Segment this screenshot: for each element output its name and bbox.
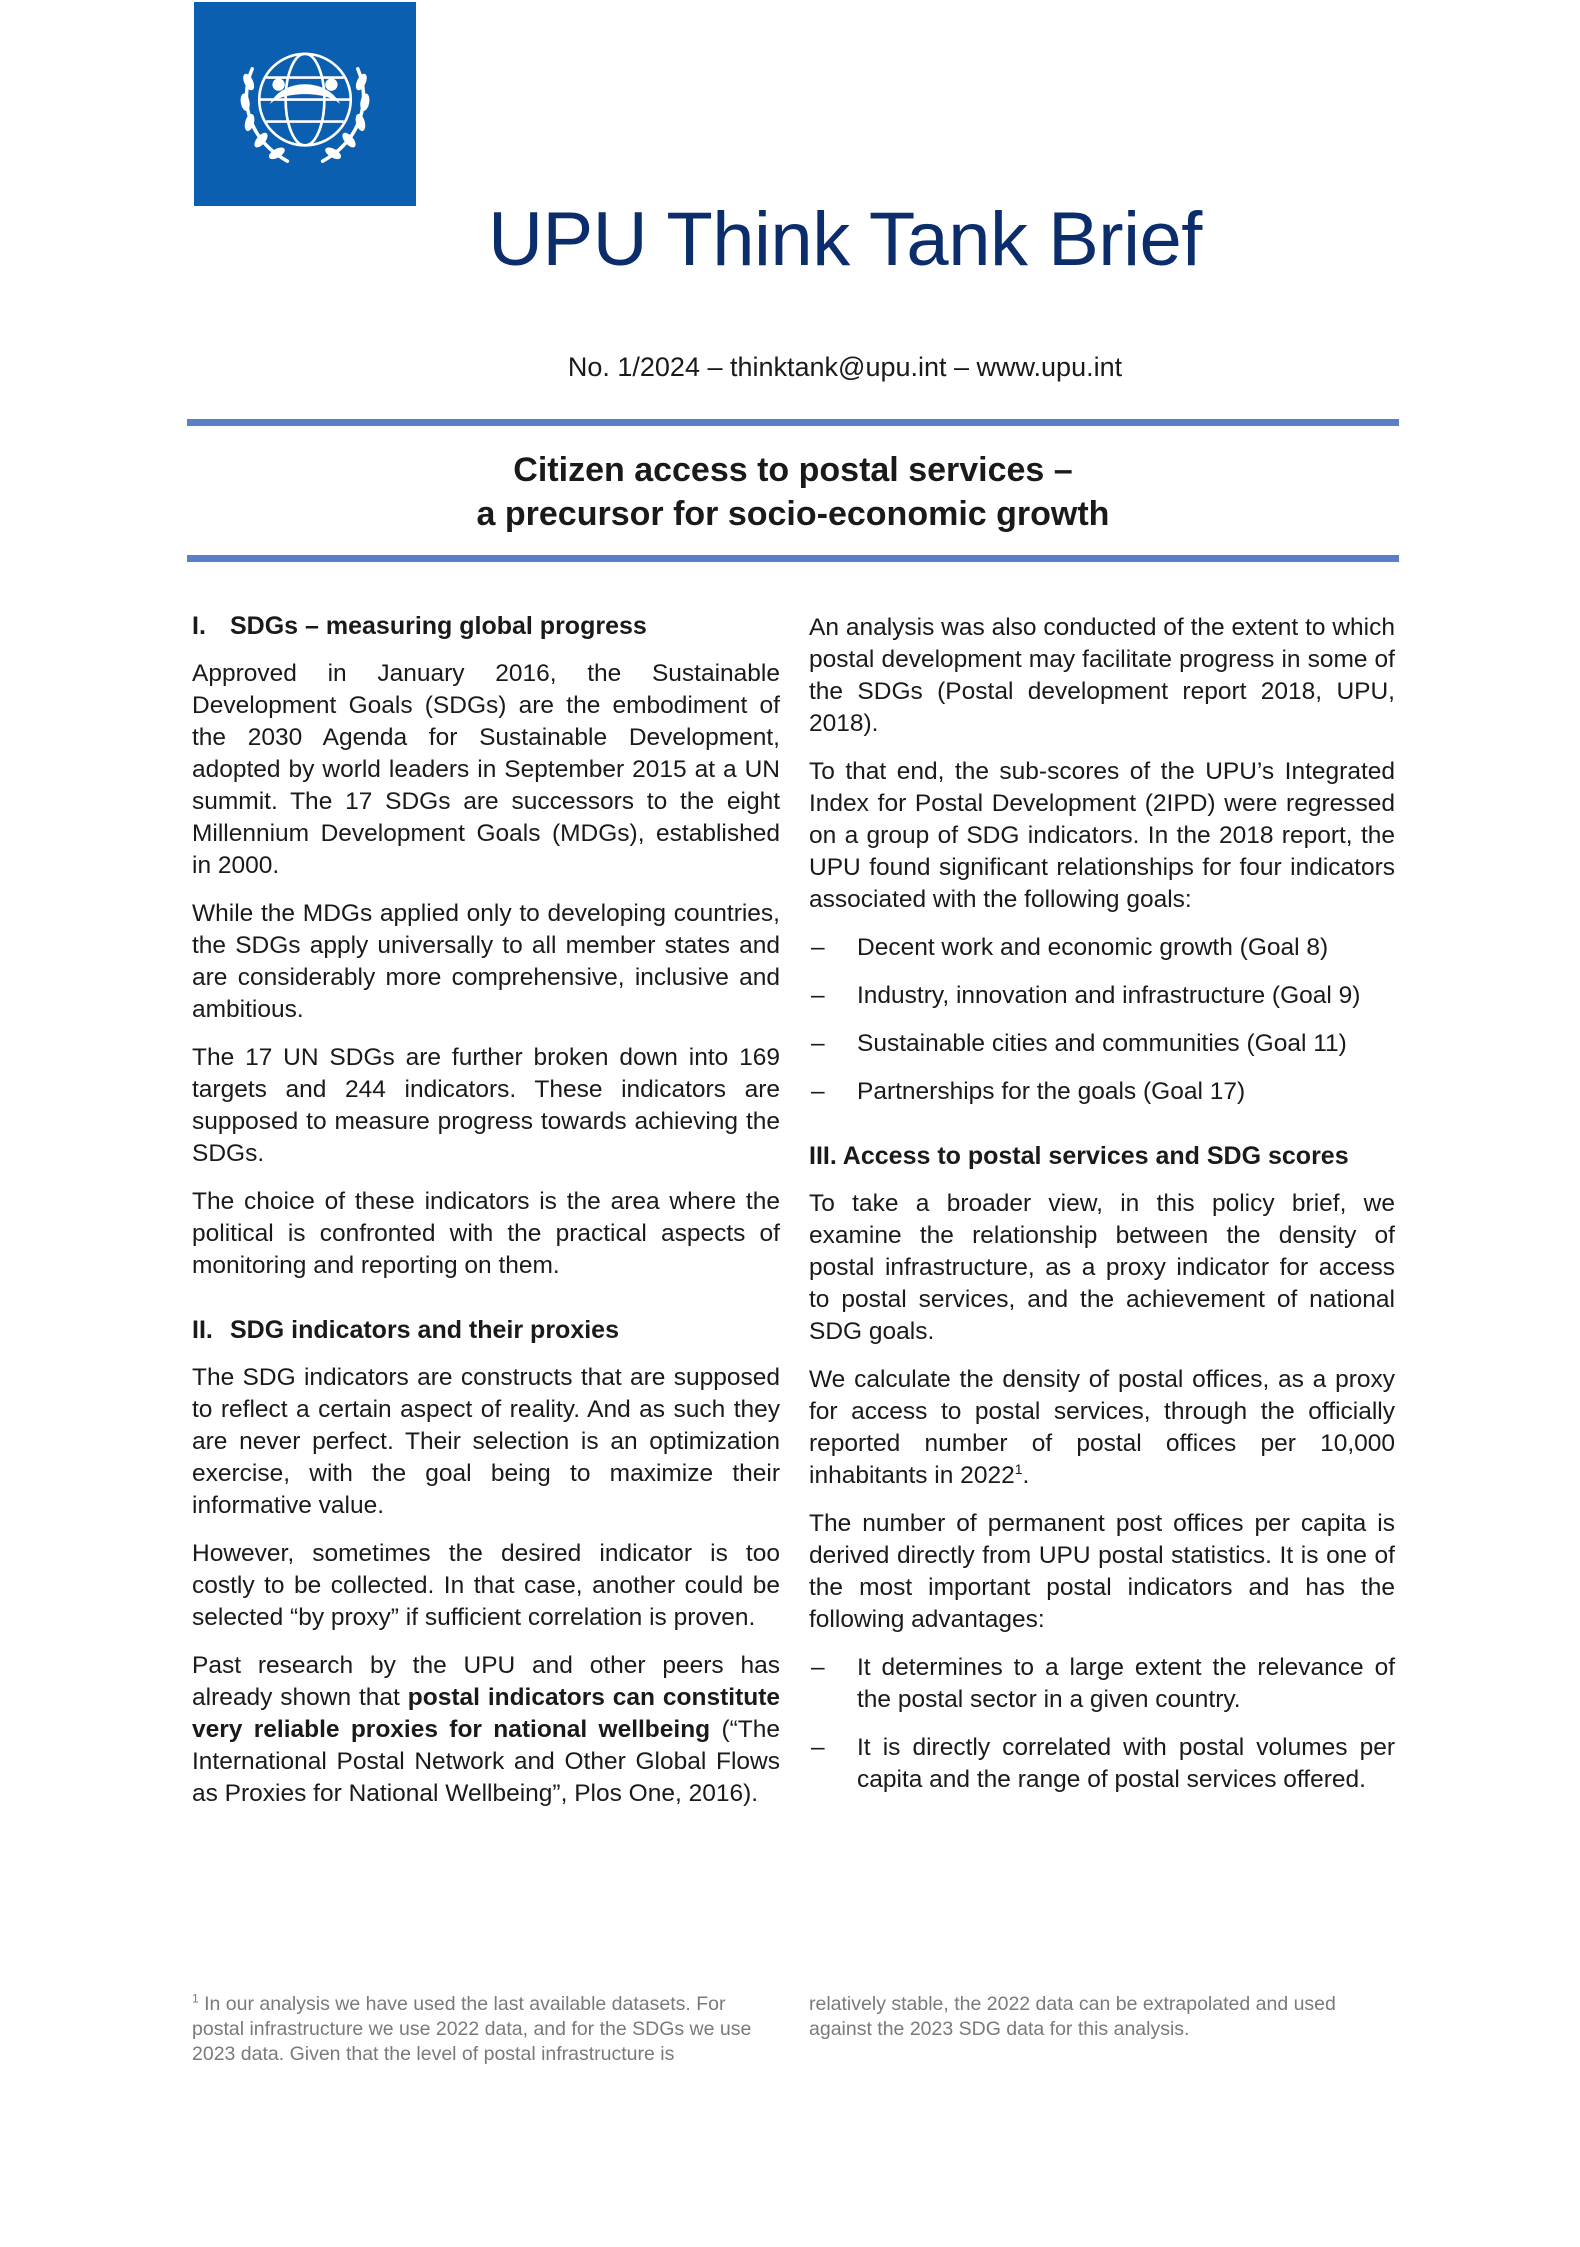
footnote-left: $^1$ In our analysis we have used the last available datasets. For postal infrastructure we use 2022 data, and for the SDGs we use 2023 data. Given that the level of postal infrastructure is: [192, 1991, 752, 2065]
page-title: UPU Think Tank Brief: [488, 197, 1202, 282]
list-item: – Industry, innovation and infrastructure (Goal 9): [811, 982, 1361, 1009]
bold-emphasis: postal indicators can constitute very reliable proxies for national wellbeing: [192, 1684, 780, 1743]
paragraph: The choice of these indicators is the area where the political is confronted with the practical aspects of monitoring and reporting on them.: [192, 1188, 780, 1279]
issue-line: No. 1/2024 – thinktank@upu.int – www.upu.int: [567, 352, 1123, 382]
paragraph: Approved in January 2016, the Sustainable Development Goals (SDGs) are the embodiment of the 2030 Agenda for Sustainable Development, adopted by world leaders in September 2015 at a UN summit. The 17 SDGs are successors to the eight Millennium Development Goals (MDGs), established in 2000.: [192, 660, 780, 879]
list-item: – It is directly correlated with postal volumes per capita and the range of postal services offered.: [811, 1734, 1395, 1793]
bottom-divider: [187, 555, 1399, 562]
advantages-list: [809, 1652, 1395, 1796]
paragraph: The number of permanent post offices per capita is derived directly from UPU postal statistics. It is one of the most important postal indicators and has the following advantages:: [809, 1510, 1395, 1633]
goals-list: [809, 932, 1395, 1108]
footnote-right: relatively stable, the 2022 data can be extrapolated and used against the 2023 SDG data for this analysis.: [809, 1993, 1336, 2040]
brief-title-line-2: a precursor for socio-economic growth: [476, 495, 1110, 533]
top-divider: [187, 419, 1399, 426]
paragraph: Past research by the UPU and other peers has already shown that postal indicators can constitute very reliable proxies for national wellbeing (“The International Postal Network and Other Global Flows as Proxies for National Wellbeing”, Plos One, 2016).: [192, 1652, 780, 1807]
list-item: – Partnerships for the goals (Goal 17): [811, 1078, 1246, 1105]
paragraph: An analysis was also conducted of the extent to which postal development may facilitate progress in some of the SDGs (Postal development report 2018, UPU, 2018).: [809, 614, 1395, 737]
section-heading-1: I. SDGs – measuring global progress: [192, 612, 647, 640]
list-item: – Sustainable cities and communities (Goal 11): [811, 1030, 1347, 1057]
upu-emblem-icon: [217, 16, 393, 192]
paragraph: While the MDGs applied only to developing countries, the SDGs apply universally to all member states and are considerably more comprehensive, inclusive and ambitious.: [192, 900, 780, 1023]
paragraph: However, sometimes the desired indicator is too costly to be collected. In that case, another could be selected “by proxy” if sufficient correlation is proven.: [192, 1540, 780, 1631]
brief-title-line-1: Citizen access to postal services –: [513, 451, 1073, 489]
right-column: [809, 612, 1395, 1812]
footnote-marker: 1: [192, 1991, 199, 2006]
brief-title: [187, 448, 1399, 536]
footnote-ref: 1: [1014, 1460, 1023, 1477]
paragraph: To take a broader view, in this policy brief, we examine the relationship between the density of postal infrastructure, as a proxy indicator for access to postal services, and the achievement of national SDG goals.: [809, 1190, 1395, 1345]
paragraph: We calculate the density of postal offices, as a proxy for access to postal services, through the officially reported number of postal offices per 10,000 inhabitants in 2022$^1$.: [809, 1366, 1395, 1489]
list-item: – Decent work and economic growth (Goal 8): [811, 934, 1329, 961]
paragraph: To that end, the sub-scores of the UPU’s Integrated Index for Postal Development (2IPD) were regressed on a group of SDG indicators. In the 2018 report, the UPU found significant relationships for four indicators associated with the following goals:: [809, 758, 1395, 913]
upu-logo: [194, 2, 416, 206]
left-column: [192, 610, 780, 1826]
section-heading-3: III. Access to postal services and SDG scores: [809, 1142, 1349, 1170]
section-heading-2: II. SDG indicators and their proxies: [192, 1316, 619, 1344]
list-item: – It determines to a large extent the relevance of the postal sector in a given country.: [811, 1654, 1395, 1713]
paragraph: The SDG indicators are constructs that are supposed to reflect a certain aspect of reality. And as such they are never perfect. Their selection is an optimization exercise, with the goal being to maximize their informative value.: [192, 1364, 780, 1519]
paragraph: The 17 UN SDGs are further broken down into 169 targets and 244 indicators. These indicators are supposed to measure progress towards achieving the SDGs.: [192, 1044, 780, 1167]
